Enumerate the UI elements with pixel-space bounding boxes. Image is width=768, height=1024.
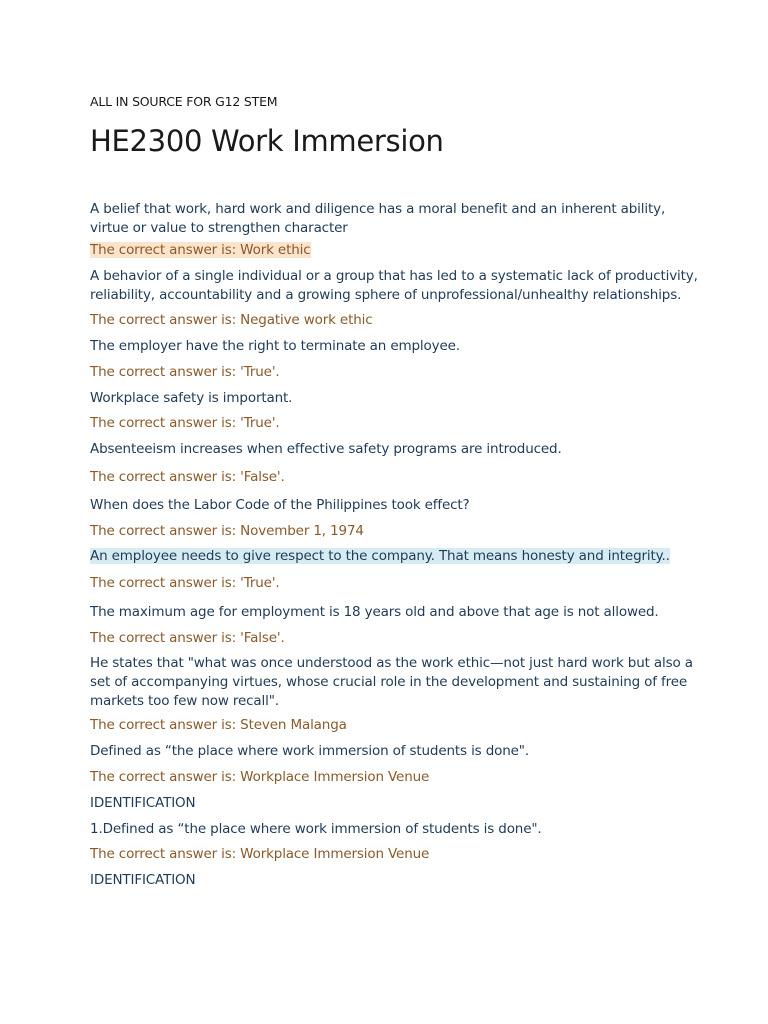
question-3: The employer have the right to terminate an employee. [90,338,460,354]
question-4: Workplace safety is important. [90,390,293,406]
question-2: A behavior of a single individual or a group that has led to a systematic lack of productivity, reliability, accountability and a growing sphere of unprofessional/unhealthy relationships. [90,268,698,303]
section-identification-1: IDENTIFICATION [90,795,196,811]
answer-8: The correct answer is: 'False'. [90,630,285,646]
section-identification-2: IDENTIFICATION [90,872,196,888]
question-1: A belief that work, hard work and diligence has a moral benefit and an inherent ability, virtue or value to strengthen character [90,201,666,236]
answer-6: The correct answer is: November 1, 1974 [90,523,364,539]
question-6: When does the Labor Code of the Philippines took effect? [90,497,470,513]
question-11: 1.Defined as “the place where work immersion of students is done". [90,821,542,837]
question-8: The maximum age for employment is 18 years old and above that age is not allowed. [90,604,659,620]
answer-10: The correct answer is: Workplace Immersion Venue [90,769,430,785]
answer-5: The correct answer is: 'False'. [90,469,285,485]
answer-1: The correct answer is: Work ethic [90,242,311,258]
question-5: Absenteeism increases when effective safety programs are introduced. [90,441,562,457]
question-7: An employee needs to give respect to the company. That means honesty and integrity.. [90,548,670,564]
source-line: ALL IN SOURCE FOR G12 STEM [90,94,278,109]
answer-2: The correct answer is: Negative work ethic [90,312,373,328]
question-10: Defined as “the place where work immersion of students is done". [90,743,529,759]
answer-11: The correct answer is: Workplace Immersion Venue [90,846,430,862]
question-7-wrap [90,547,670,566]
answer-3: The correct answer is: 'True'. [90,364,280,380]
answer-7: The correct answer is: 'True'. [90,575,280,591]
answer-1-wrap [90,241,311,260]
answer-9: The correct answer is: Steven Malanga [90,717,347,733]
answer-4: The correct answer is: 'True'. [90,415,280,431]
page-title: HE2300 Work Immersion [90,124,444,158]
question-9: He states that "what was once understood as the work ethic—not just hard work but also a set of accompanying virtues, whose crucial role in the development and sustaining of free markets too few now recall". [90,655,693,709]
